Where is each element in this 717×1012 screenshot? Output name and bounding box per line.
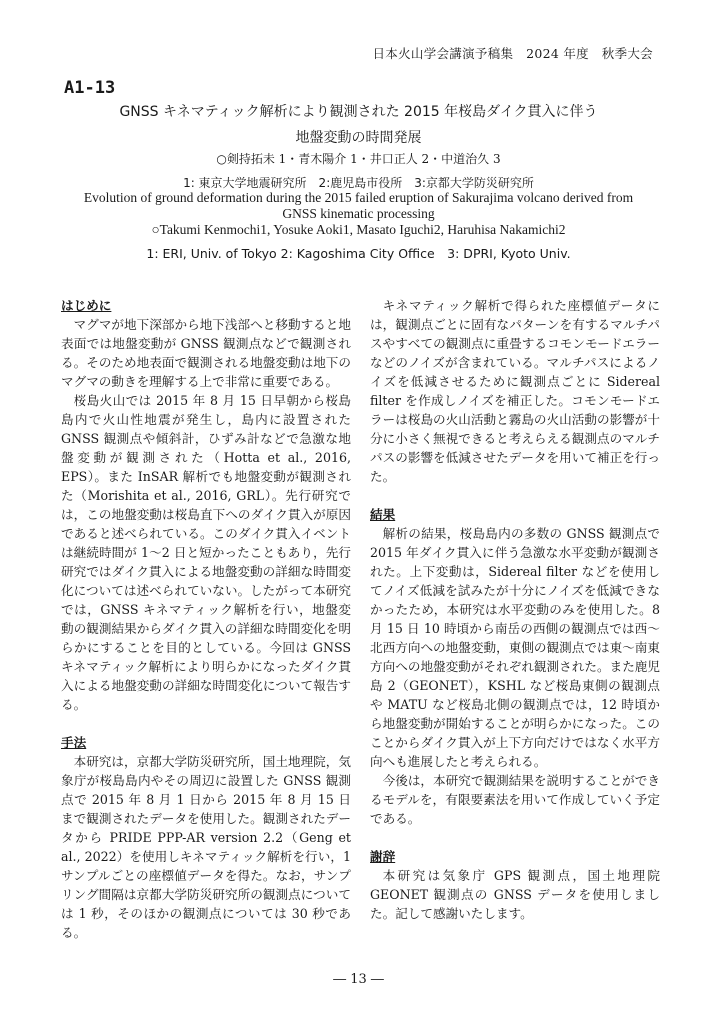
title-en-line-1: Evolution of ground deformation during the 2015 failed eruption of Sakurajima volcano derived from	[83, 190, 634, 205]
title-ja-line-2: 地盤変動の時間発展	[295, 130, 422, 146]
section-heading-method: 手法	[61, 735, 87, 750]
affiliations-japanese: 1: 東京大学地震研究所 2:鹿児島市役所 3:京都大学防災研究所	[183, 176, 534, 190]
title-en-line-2: GNSS kinematic processing	[282, 206, 435, 221]
paper-id: A1-13	[64, 78, 116, 98]
section-heading-acknowledgements: 謝辞	[370, 849, 396, 864]
paragraph: マグマが地下深部から地下浅部へと移動すると地表面では地盤変動が GNSS 観測点などで観測される。そのため地表面で観測される地盤変動は地下のマグマの動きを理解する上で非常に重要である。	[61, 317, 351, 389]
section-gap	[370, 828, 660, 847]
title-ja-line-1: GNSS キネマティック解析により観測された 2015 年桜島ダイク貫入に伴う	[119, 104, 598, 120]
authors-english: ○Takumi Kenmochi1, Yosuke Aoki1, Masato Iguchi2, Haruhisa Nakamichi2	[151, 222, 566, 237]
left-column	[61, 296, 351, 942]
authors-japanese: ○剣持拓未 1・青木陽介 1・井口正人 2・中道治久 3	[216, 152, 501, 166]
section-heading-introduction: はじめに	[61, 298, 112, 313]
paragraph: 本研究は気象庁 GPS 観測点，国土地理院 GEONET 観測点の GNSS データを使用しました。記して感謝いたします。	[370, 868, 660, 921]
paragraph: 解析の結果，桜島島内の多数の GNSS 観測点で 2015 年ダイク貫入に伴う急激な水平変動が観測された。上下変動は，Sidereal filter などを使用してノイズ低減を試みたが十分にノイズを低減できなかったため，本研究は水平変動のみを使用した。8 月 15 日 10 時頃から南岳の西側の観測点では西〜北西方向への地盤変動，東側の観測点では東〜南東方向への地盤変動がそれぞれ観測された。また鹿児島 2（GEONET），KSHL など桜島東側の観測点や MATU など桜島北側の観測点では，12 時頃から地盤変動が開始することが明らかになった。このことからダイク貫入が上下方向だけではなく水平方向へも進展したと考えられる。	[370, 526, 660, 769]
paragraph: 今後は，本研究で観測結果を説明することができるモデルを，有限要素法を用いて作成していく予定である。	[370, 773, 660, 826]
title-english	[0, 190, 717, 222]
paragraph: 本研究は，京都大学防災研究所，国土地理院，気象庁が桜島島内やその周辺に設置した GNSS 観測点で 2015 年 8 月 1 日から 2015 年 8 月 15 日まで観測されたデータを使用した。観測されたデータから PRIDE PPP-AR version 2.2（Geng et al., 2022）を使用しキネマティック解析を行い，1 サンプルごとの座標値データを得た。なお，サンプリング間隔は京都大学防災研究所の観測点については 1 秒，そのほかの観測点については 30 秒である。	[61, 754, 351, 940]
title-japanese	[0, 99, 717, 151]
page-number: ― 13 ―	[333, 972, 384, 987]
right-column	[370, 296, 660, 923]
paragraph: 桜島火山では 2015 年 8 月 15 日早朝から桜島島内で火山性地震が発生し，島内に設置された GNSS 観測点や傾斜計，ひずみ計などで急激な地盤変動が観測された（Hotta et al., 2016, EPS）。また InSAR 解析でも地盤変動が観測された（Morishita et al., 2016, GRL）。先行研究では，この地盤変動は桜島直下へのダイク貫入が原因であると述べられている。このダイク貫入イベントは継続時間が 1〜2 日と短かったこともあり，先行研究ではダイク貫入による地盤変動の詳細な時間変化については述べられていない。したがって本研究では，GNSS キネマティック解析を行い，地盤変動の観測結果からダイク貫入の詳細な時間変化を明らかにすることを目的としている。今回は GNSS キネマティック解析により明らかになったダイク貫入による地盤変動の詳細な時間変化について報告する。	[61, 393, 351, 712]
conference-header: 日本火山学会講演予稿集 2024 年度 秋季大会	[372, 46, 653, 61]
section-gap	[61, 714, 351, 733]
section-heading-results: 結果	[370, 507, 396, 522]
paragraph: キネマティック解析で得られた座標値データには，観測点ごとに固有なパターンを有するマルチパスやすべての観測点に重畳するコモンモードエラーなどのノイズが含まれている。マルチパスによるノイズを低減させるために観測点ごとに Sidereal filter を作成しノイズを補正した。コモンモードエラーは桜島の火山活動と霧島の火山活動の影響が十分に小さく無視できると考えらえる観測点のマルチパスの影響を低減させたデータを用いて補正を行った。	[370, 298, 660, 484]
section-gap	[370, 486, 660, 505]
affiliations-english: 1: ERI, Univ. of Tokyo 2: Kagoshima City Office 3: DPRI, Kyoto Univ.	[146, 246, 571, 261]
